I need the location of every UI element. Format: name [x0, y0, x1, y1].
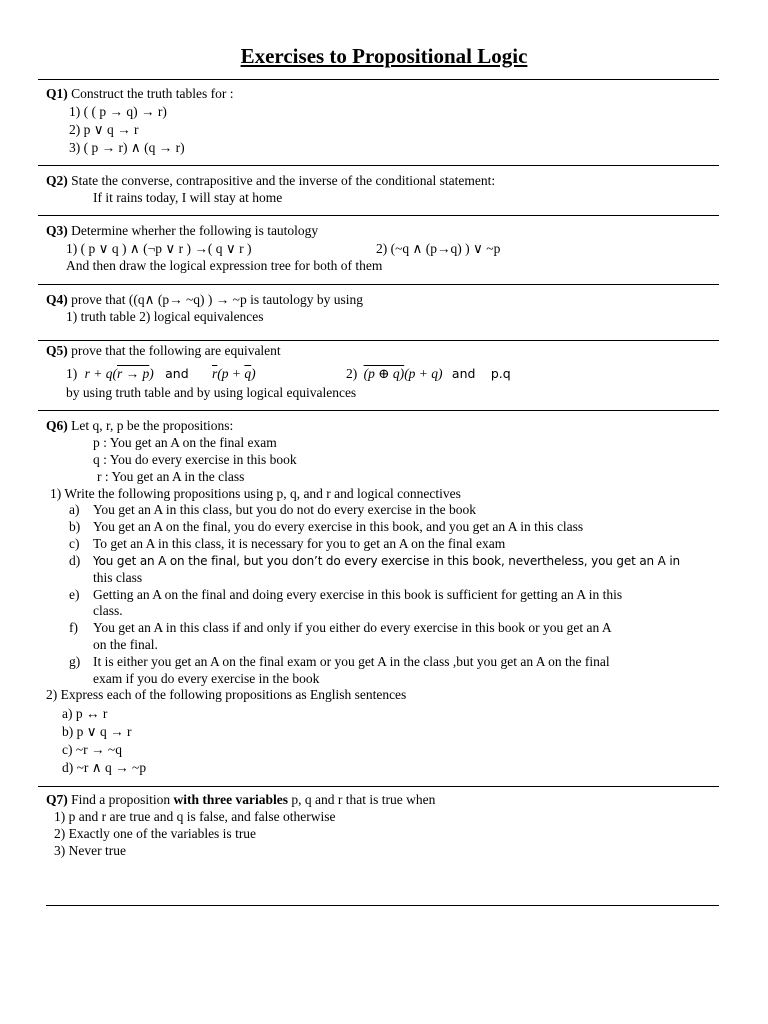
q6-item-d: You get an A on the final, but you don’t do every exercise in this book, nevertheless, you get an A in	[93, 554, 681, 568]
q4-methods: 1) truth table 2) logical equivalences	[66, 309, 264, 324]
q6-item-a: You get an A in this class, but you do not do every exercise in the book	[93, 502, 476, 517]
q7-item-3: 3) Never true	[54, 843, 126, 858]
divider	[38, 165, 719, 166]
q6-item-e-cont: class.	[93, 603, 123, 618]
q5-instruction: by using truth table and by using logical equivalences	[66, 385, 357, 400]
q3-instruction: And then draw the logical expression tree for both of them	[66, 258, 383, 273]
q6-item-d-cont: this class	[93, 570, 143, 585]
q2-statement: If it rains today, I will stay at home	[93, 190, 283, 205]
q7-item-1: 1) p and r are true and q is false, and false otherwise	[54, 809, 336, 824]
q3-heading: Q3) Determine wherher the following is tautology	[46, 223, 319, 238]
q1-item-3: 3) ( p → r) ∧ (q → r)	[69, 140, 185, 155]
q6-part2-item-d: d) ~r ∧ q → ~p	[62, 760, 147, 775]
q6-item-d-num: d)	[69, 553, 81, 568]
q6-heading: Q6) Let q, r, p be the propositions:	[46, 418, 234, 433]
q6-prop-q: q : You do every exercise in this book	[93, 452, 297, 467]
q6-item-g: It is either you get an A on the final exam or you get A in the class ,but you get an A on the final	[93, 654, 610, 669]
divider	[38, 410, 719, 411]
q3-item-1: 1) ( p ∨ q ) ∧ (¬p ∨ r ) →( q ∨ r )	[66, 241, 252, 256]
q6-part-2: 2) Express each of the following propositions as English sentences	[46, 687, 407, 702]
q3-item-2: 2) (~q ∧ (p→q) ) ∨ ~p	[376, 241, 501, 256]
q6-item-c: To get an A in this class, it is necessary for you to get an A on the final exam	[93, 536, 506, 551]
q6-item-f: You get an A in this class if and only if you either do every exercise in this book or you get an A	[93, 620, 612, 635]
divider	[46, 905, 719, 906]
q6-item-e: Getting an A on the final and doing every exercise in this book is sufficient for getting an A in this	[93, 587, 623, 602]
q6-part2-item-c: c) ~r → ~q	[62, 742, 122, 757]
q6-prop-p: p : You get an A on the final exam	[93, 435, 277, 450]
q5-expression-2: 2) (p ⊕ q)(p + q) and p.q	[346, 366, 511, 381]
divider	[38, 215, 719, 216]
q7-heading: Q7) Find a proposition with three variables p, q and r that is true when	[46, 792, 436, 807]
q6-item-e-num: e)	[69, 587, 80, 602]
q6-part2-item-a: a) p ↔ r	[62, 706, 108, 721]
q1-item-1: 1) ( ( p → q) → r)	[69, 104, 167, 119]
q6-part2-item-b: b) p ∨ q → r	[62, 724, 132, 739]
q1-heading: Q1) Construct the truth tables for :	[46, 86, 234, 101]
q6-item-f-num: f)	[69, 620, 78, 635]
divider	[38, 340, 719, 341]
divider	[38, 79, 719, 80]
page-title: Exercises to Propositional Logic	[240, 44, 528, 68]
q6-item-f-cont: on the final.	[93, 637, 158, 652]
q6-prop-r: r : You get an A in the class	[97, 469, 245, 484]
q6-item-b-num: b)	[69, 519, 81, 534]
divider	[38, 284, 719, 285]
q6-item-a-num: a)	[69, 502, 80, 517]
q1-item-2: 2) p ∨ q → r	[69, 122, 139, 137]
q6-item-g-cont: exam if you do every exercise in the book	[93, 671, 320, 686]
q6-item-c-num: c)	[69, 536, 80, 551]
divider	[38, 786, 719, 787]
q6-item-g-num: g)	[69, 654, 81, 669]
q7-item-2: 2) Exactly one of the variables is true	[54, 826, 257, 841]
q2-heading: Q2) State the converse, contrapositive and the inverse of the conditional statement:	[46, 173, 496, 188]
q4-heading: Q4) prove that ((q∧ (p→ ~q) ) → ~p is tautology by using	[46, 292, 363, 307]
q5-expression-1: 1) r + q(r → p) and $\overline{r}(p + \overline{q})$	[66, 366, 256, 381]
q6-part-1: 1) Write the following propositions using p, q, and r and logical connectives	[50, 486, 461, 501]
q5-heading: Q5) prove that the following are equivalent	[46, 343, 281, 358]
q6-item-b: You get an A on the final, you do every exercise in this book, and you get an A in this class	[93, 519, 584, 534]
